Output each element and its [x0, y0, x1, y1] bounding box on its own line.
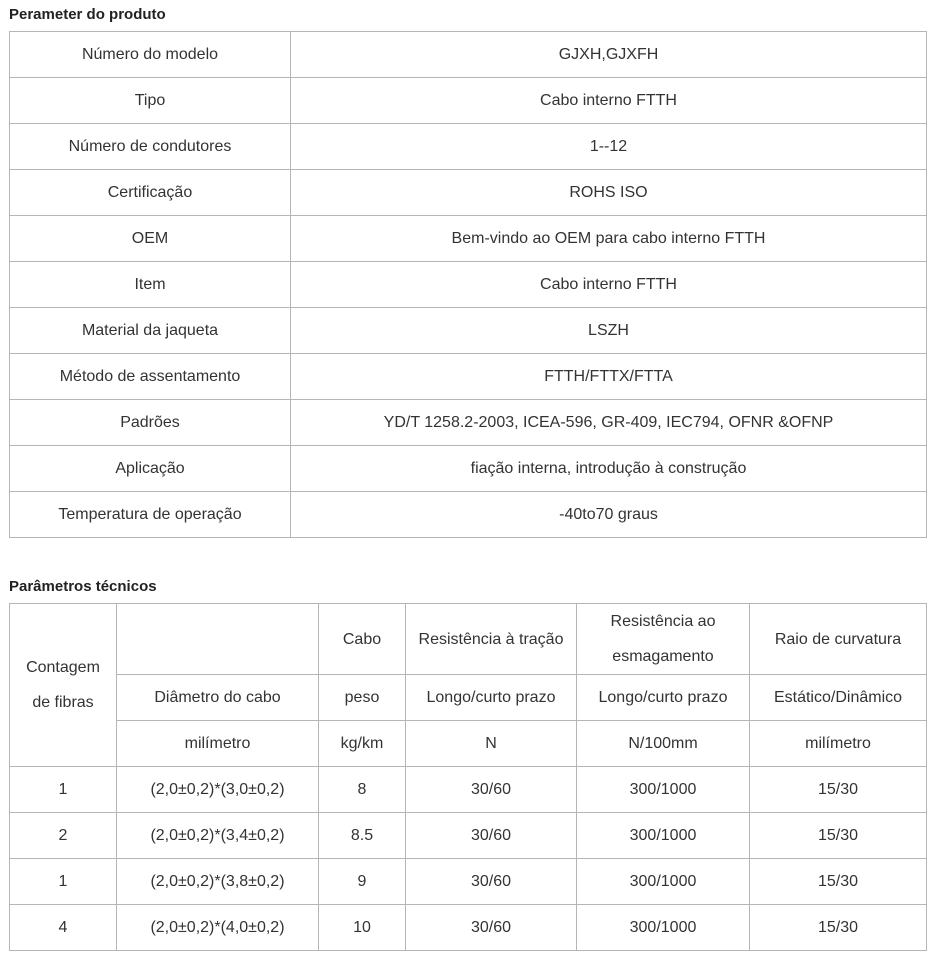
header-cell: Estático/Dinâmico — [750, 675, 927, 721]
header-cell: kg/km — [319, 721, 406, 767]
tech-data-cell: 300/1000 — [577, 905, 750, 951]
param-label: Padrões — [10, 400, 291, 446]
tech-header-row-2 — [10, 675, 927, 721]
param-value: 1--12 — [291, 124, 927, 170]
header-cell: Cabo — [319, 604, 406, 675]
tech-data-cell: 300/1000 — [577, 859, 750, 905]
tech-data-cell: (2,0±0,2)*(3,4±0,2) — [117, 813, 319, 859]
param-label: Item — [10, 262, 291, 308]
tech-data-cell: 15/30 — [750, 767, 927, 813]
param-value: YD/T 1258.2-2003, ICEA-596, GR-409, IEC794, OFNR &OFNP — [291, 400, 927, 446]
tech-data-cell: 1 — [10, 767, 117, 813]
tech-header-row-1 — [10, 604, 927, 675]
param-value: Bem-vindo ao OEM para cabo interno FTTH — [291, 216, 927, 262]
tech-data-cell: (2,0±0,2)*(4,0±0,2) — [117, 905, 319, 951]
tech-data-cell: 300/1000 — [577, 767, 750, 813]
tech-data-cell: 2 — [10, 813, 117, 859]
param-value: GJXH,GJXFH — [291, 32, 927, 78]
param-label: Material da jaqueta — [10, 308, 291, 354]
param-row — [10, 216, 927, 262]
param-value: -40to70 graus — [291, 492, 927, 538]
param-row — [10, 262, 927, 308]
param-value: ROHS ISO — [291, 170, 927, 216]
tech-data-row — [10, 859, 927, 905]
tech-data-row — [10, 813, 927, 859]
param-value: Cabo interno FTTH — [291, 78, 927, 124]
tech-data-row — [10, 767, 927, 813]
header-cell: Resistência à tração — [406, 604, 577, 675]
header-fiber-count: Contagem de fibras — [10, 604, 117, 767]
tech-data-cell: 8 — [319, 767, 406, 813]
header-cell: Diâmetro do cabo — [117, 675, 319, 721]
param-row — [10, 32, 927, 78]
tech-data-cell: 15/30 — [750, 905, 927, 951]
param-label: OEM — [10, 216, 291, 262]
tech-data-cell: 1 — [10, 859, 117, 905]
tech-data-row — [10, 905, 927, 951]
product-params-table — [9, 31, 927, 538]
tech-data-cell: (2,0±0,2)*(3,8±0,2) — [117, 859, 319, 905]
param-row — [10, 400, 927, 446]
tech-data-cell: 8.5 — [319, 813, 406, 859]
header-cell — [117, 604, 319, 675]
tech-params-title: Parâmetros técnicos — [9, 578, 157, 595]
param-label: Número do modelo — [10, 32, 291, 78]
tech-data-cell: 300/1000 — [577, 813, 750, 859]
param-row — [10, 78, 927, 124]
param-value: Cabo interno FTTH — [291, 262, 927, 308]
tech-data-cell: 15/30 — [750, 859, 927, 905]
header-cell: Longo/curto prazo — [577, 675, 750, 721]
header-cell: N — [406, 721, 577, 767]
header-cell: Raio de curvatura — [750, 604, 927, 675]
param-label: Tipo — [10, 78, 291, 124]
tech-header-row-3 — [10, 721, 927, 767]
param-label: Certificação — [10, 170, 291, 216]
header-cell: milímetro — [117, 721, 319, 767]
param-value: fiação interna, introdução à construção — [291, 446, 927, 492]
param-row — [10, 170, 927, 216]
tech-data-cell: 10 — [319, 905, 406, 951]
param-label: Método de assentamento — [10, 354, 291, 400]
tech-data-cell: 4 — [10, 905, 117, 951]
tech-data-cell: 30/60 — [406, 813, 577, 859]
tech-data-cell: 30/60 — [406, 859, 577, 905]
param-row — [10, 308, 927, 354]
product-params-title: Perameter do produto — [9, 6, 166, 23]
tech-data-cell: 15/30 — [750, 813, 927, 859]
param-value: FTTH/FTTX/FTTA — [291, 354, 927, 400]
param-row — [10, 492, 927, 538]
param-row — [10, 354, 927, 400]
header-cell: Longo/curto prazo — [406, 675, 577, 721]
param-label: Aplicação — [10, 446, 291, 492]
param-label: Temperatura de operação — [10, 492, 291, 538]
param-label: Número de condutores — [10, 124, 291, 170]
tech-params-table — [9, 603, 927, 951]
tech-data-cell: 9 — [319, 859, 406, 905]
param-row — [10, 446, 927, 492]
header-cell: N/100mm — [577, 721, 750, 767]
header-cell: peso — [319, 675, 406, 721]
tech-data-cell: 30/60 — [406, 905, 577, 951]
header-cell: milímetro — [750, 721, 927, 767]
param-value: LSZH — [291, 308, 927, 354]
tech-data-cell: 30/60 — [406, 767, 577, 813]
tech-data-cell: (2,0±0,2)*(3,0±0,2) — [117, 767, 319, 813]
param-row — [10, 124, 927, 170]
header-cell: Resistência ao esmagamento — [577, 604, 750, 675]
